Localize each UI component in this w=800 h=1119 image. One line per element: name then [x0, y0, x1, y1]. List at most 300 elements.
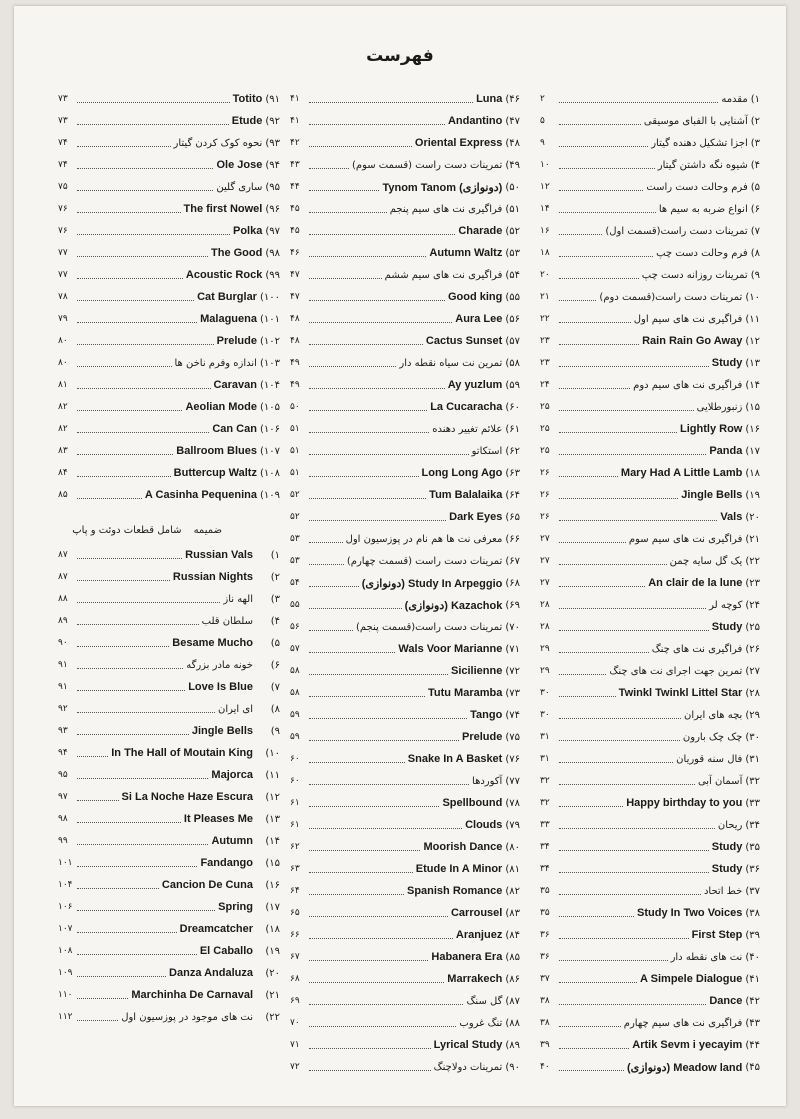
entry-number: ۲۴): [745, 599, 760, 611]
toc-column-right: [540, 88, 760, 1078]
entry-page-number: ۹۲: [58, 704, 68, 714]
entry-title: کوچه لر: [709, 599, 743, 611]
dot-leader: [77, 668, 183, 669]
entry-number: ۵۸): [505, 357, 520, 369]
entry-number: ۲۵): [745, 621, 760, 633]
dot-leader: [559, 168, 655, 169]
entry-title: An clair de la lune: [648, 577, 743, 589]
dot-leader: [77, 234, 230, 235]
entry-title: Andantino: [447, 115, 503, 127]
entry-title: Tum Balalaika: [429, 489, 503, 501]
entry-page-number: ۲۹: [540, 644, 550, 654]
entry-title: ساری گلین: [216, 181, 263, 193]
entry-page-number: ۱۰۶: [58, 902, 73, 912]
entry-page-number: ۵۰: [290, 402, 300, 412]
toc-entry: [290, 1034, 520, 1056]
dot-leader: [559, 916, 634, 917]
dot-leader: [559, 960, 668, 961]
dot-leader: [559, 498, 678, 499]
dot-leader: [309, 608, 402, 609]
entry-title: Rain Rain Go Away: [642, 335, 743, 347]
toc-entry: [290, 660, 520, 682]
entry-page-number: ۴۸: [290, 314, 300, 324]
toc-entry: [290, 968, 520, 990]
dot-leader: [309, 850, 420, 851]
entry-page-number: ۵۱: [290, 424, 300, 434]
toc-entry: [58, 764, 280, 786]
entry-page-number: ۳۸: [540, 1018, 550, 1028]
entry-title: Wals Voor Marianne: [398, 643, 503, 655]
entry-page-number: ۵۸: [290, 688, 300, 698]
toc-entry: [58, 242, 280, 264]
toc-entry: [58, 896, 280, 918]
entry-page-number: ۶۱: [290, 798, 300, 808]
entry-title: تمرینات دست راست(قسمت پنجم): [355, 621, 503, 633]
toc-entry: [540, 858, 760, 880]
entry-page-number: ۳۱: [540, 732, 550, 742]
dot-leader: [77, 646, 169, 647]
entry-page-number: ۲۳: [540, 336, 550, 346]
entry-title: (دونوازی) Tynom Tanom: [382, 181, 503, 194]
entry-page-number: ۳۲: [540, 798, 550, 808]
entry-page-number: ۵۴: [290, 578, 300, 588]
entry-title: In The Hall of Moutain King: [111, 747, 253, 759]
entry-title: Autumn: [211, 835, 253, 847]
dot-leader: [309, 256, 426, 257]
dot-leader: [559, 124, 641, 125]
entry-title: Tango: [470, 709, 503, 721]
entry-page-number: ۹۹: [58, 836, 68, 846]
toc-entry: [540, 286, 760, 308]
toc-entry: [290, 154, 520, 176]
entry-title: Aranjuez: [455, 929, 503, 941]
entry-number: ۶۹): [505, 599, 520, 611]
entry-page-number: ۷۲: [290, 1062, 300, 1072]
entry-page-number: ۶۰: [290, 754, 300, 764]
entry-number: ۶): [270, 659, 280, 671]
entry-number: ۱۰۳): [259, 357, 280, 369]
dot-leader: [559, 784, 695, 785]
entry-page-number: ۴۹: [290, 380, 300, 390]
entry-page-number: ۶۴: [290, 886, 300, 896]
toc-entry: [290, 902, 520, 924]
toc-entry: [540, 704, 760, 726]
entry-page-number: ۷۷: [58, 270, 68, 280]
entry-number: ۸۹): [505, 1039, 520, 1051]
entry-title: Ballroom Blues: [176, 445, 257, 457]
entry-title: فراگیری نت های سیم چهارم: [623, 1017, 743, 1029]
dot-leader: [309, 278, 382, 279]
entry-number: ۵۲): [505, 225, 520, 237]
entry-number: ۱۶): [745, 423, 760, 435]
toc-entry: [58, 440, 280, 462]
entry-page-number: ۵۵: [290, 600, 300, 610]
entry-number: ۹۸): [265, 247, 280, 259]
entry-number: ۹۰): [505, 1061, 520, 1073]
entry-page-number: ۹۵: [58, 770, 68, 780]
toc-entry: [58, 462, 280, 484]
entry-page-number: ۶۵: [290, 908, 300, 918]
entry-number: ۳۵): [745, 841, 760, 853]
entry-page-number: ۲۰: [540, 270, 550, 280]
entry-page-number: ۹۱: [58, 660, 68, 670]
toc-entry: [540, 726, 760, 748]
entry-title: Vals: [720, 511, 743, 523]
dot-leader: [309, 762, 405, 763]
entry-page-number: ۸۲: [58, 424, 68, 434]
dot-leader: [309, 872, 413, 873]
toc-entry: [290, 946, 520, 968]
entry-number: ۱۰۲): [259, 335, 280, 347]
toc-entry: [290, 572, 520, 594]
toc-entry: [290, 286, 520, 308]
dot-leader: [309, 542, 343, 543]
entry-title: فراگیری نت های چنگ: [651, 643, 743, 655]
entry-number: ۱۱): [745, 313, 760, 325]
dot-leader: [309, 212, 387, 213]
dot-leader: [559, 542, 626, 543]
entry-title: فرم وحالت دست چپ: [656, 247, 748, 259]
entry-number: ۱۵): [745, 401, 760, 413]
entry-page-number: ۶۹: [290, 996, 300, 1006]
dot-leader: [77, 410, 182, 411]
entry-title: Clouds: [465, 819, 503, 831]
entry-page-number: ۵۹: [290, 710, 300, 720]
toc-entry: [58, 330, 280, 352]
toc-entry: [58, 1006, 280, 1028]
toc-entry: [290, 924, 520, 946]
dot-leader: [559, 234, 602, 235]
dot-leader: [309, 322, 452, 323]
dot-leader: [559, 608, 706, 609]
dot-leader: [309, 938, 453, 939]
toc-entry: [540, 352, 760, 374]
entry-number: ۹۱): [265, 93, 280, 105]
entry-number: ۱۰۸): [259, 467, 280, 479]
entry-title: گل سنگ: [466, 995, 503, 1007]
dot-leader: [559, 344, 639, 345]
entry-title: Mary Had A Little Lamb: [620, 467, 743, 479]
entry-title: Artik Sevm i yecayim: [632, 1039, 743, 1051]
entry-page-number: ۲۷: [540, 556, 550, 566]
entry-number: ۶۲): [505, 445, 520, 457]
entry-title: شیوه نگه داشتن گیتار: [657, 159, 748, 171]
entry-title: Habanera Era: [431, 951, 503, 963]
entry-number: ۳): [750, 137, 760, 149]
entry-page-number: ۳۱: [540, 754, 550, 764]
entry-page-number: ۱۸: [540, 248, 550, 258]
entry-number: ۱۰۶): [259, 423, 280, 435]
toc-entry: [290, 726, 520, 748]
dot-leader: [559, 256, 653, 257]
entry-page-number: ۱۰: [540, 160, 550, 170]
entry-page-number: ۷۰: [290, 1018, 300, 1028]
entry-number: ۸۶): [505, 973, 520, 985]
entry-number: ۴۴): [745, 1039, 760, 1051]
entry-title: تمرین نت سیاه نقطه دار: [399, 357, 503, 369]
entry-title: Dreamcatcher: [179, 923, 253, 935]
entry-title: ای ایران: [218, 703, 253, 715]
toc-entry: [290, 242, 520, 264]
dot-leader: [77, 256, 208, 257]
toc-entry: [290, 330, 520, 352]
entry-title: Etude In A Minor: [415, 863, 503, 875]
toc-entry: [58, 132, 280, 154]
toc-entry: [58, 984, 280, 1006]
toc-entry: [290, 462, 520, 484]
toc-entry: [540, 616, 760, 638]
entry-page-number: ۵۶: [290, 622, 300, 632]
entry-number: ۱۵): [265, 857, 280, 869]
entry-page-number: ۲۵: [540, 446, 550, 456]
toc-entry: [540, 440, 760, 462]
dot-leader: [559, 850, 709, 851]
entry-title: Majorca: [211, 769, 253, 781]
toc-entry: [58, 610, 280, 632]
toc-entry: [540, 176, 760, 198]
toc-entry: [58, 698, 280, 720]
toc-entry: [540, 594, 760, 616]
entry-page-number: ۱۰۹: [58, 968, 73, 978]
toc-entry: [540, 462, 760, 484]
entry-title: Luna: [476, 93, 503, 105]
dot-leader: [77, 998, 128, 999]
toc-entry: [58, 852, 280, 874]
entry-title: نت های نقطه دار: [670, 951, 743, 963]
entry-title: Caravan: [213, 379, 257, 391]
toc-entry: [290, 814, 520, 836]
dot-leader: [77, 954, 197, 955]
entry-number: ۱۶): [265, 879, 280, 891]
toc-entry: [290, 220, 520, 242]
entry-page-number: ۴۷: [290, 270, 300, 280]
toc-entry: [58, 418, 280, 440]
toc-entry: [58, 88, 280, 110]
toc-entry: [290, 528, 520, 550]
entry-title: Buttercup Waltz: [173, 467, 257, 479]
appendix-heading: [58, 516, 280, 544]
toc-entry: [540, 264, 760, 286]
entry-page-number: ۳۴: [540, 864, 550, 874]
entry-title: Malaguena: [200, 313, 257, 325]
entry-title: معرفی نت ها هم نام در پوزسیون اول: [345, 533, 503, 545]
dot-leader: [77, 558, 182, 559]
dot-leader: [77, 146, 171, 147]
entry-number: ۵۹): [505, 379, 520, 391]
entry-page-number: ۹۸: [58, 814, 68, 824]
entry-title: Si La Noche Haze Escura: [121, 791, 253, 803]
entry-number: ۷۶): [505, 753, 520, 765]
toc-entry: [58, 308, 280, 330]
toc-entry: [290, 198, 520, 220]
toc-entry: [58, 742, 280, 764]
toc-entry: [290, 440, 520, 462]
toc-entry: [540, 836, 760, 858]
entry-page-number: ۴۸: [290, 336, 300, 346]
entry-number: ۳۴): [745, 819, 760, 831]
dot-leader: [559, 828, 715, 829]
dot-leader: [77, 712, 215, 713]
entry-page-number: ۲۹: [540, 666, 550, 676]
entry-number: ۴۵): [745, 1061, 760, 1073]
entry-page-number: ۶۷: [290, 952, 300, 962]
toc-entry: [58, 566, 280, 588]
dot-leader: [77, 734, 189, 735]
dot-leader: [77, 756, 108, 757]
entry-page-number: ۶۲: [290, 842, 300, 852]
dot-leader: [309, 960, 428, 961]
dot-leader: [309, 190, 379, 191]
entry-number: ۸۲): [505, 885, 520, 897]
entry-page-number: ۶۸: [290, 974, 300, 984]
entry-number: ۸۱): [505, 863, 520, 875]
entry-page-number: ۱۱۲: [58, 1012, 73, 1022]
entry-number: ۱۰): [265, 747, 280, 759]
dot-leader: [559, 630, 709, 631]
toc-entry: [540, 330, 760, 352]
dot-leader: [309, 476, 419, 477]
toc-entry: [58, 654, 280, 676]
toc-entry: [540, 682, 760, 704]
dot-leader: [309, 366, 396, 367]
entry-number: ۷): [270, 681, 280, 693]
dot-leader: [77, 888, 159, 889]
entry-page-number: ۱۰۷: [58, 924, 73, 934]
dot-leader: [309, 344, 423, 345]
entry-title: زنبورطلایی: [696, 401, 743, 413]
entry-title: Fandango: [200, 857, 253, 869]
toc-entry: [290, 990, 520, 1012]
entry-title: Jingle Bells: [681, 489, 743, 501]
dot-leader: [559, 300, 596, 301]
entry-number: ۱۹): [265, 945, 280, 957]
entry-page-number: ۳۲: [540, 776, 550, 786]
dot-leader: [77, 102, 230, 103]
entry-page-number: ۱۰۸: [58, 946, 73, 956]
dot-leader: [309, 300, 445, 301]
entry-title: Aura Lee: [455, 313, 503, 325]
entry-page-number: ۴۱: [290, 94, 300, 104]
entry-number: ۱۴): [265, 835, 280, 847]
entry-number: ۴): [750, 159, 760, 171]
entry-title: Marchinha De Carnaval: [131, 989, 253, 1001]
toc-entry: [540, 550, 760, 572]
entry-number: ۲۷): [745, 665, 760, 677]
entry-number: ۴): [270, 615, 280, 627]
toc-entry: [540, 924, 760, 946]
entry-page-number: ۸۷: [58, 572, 68, 582]
entry-number: ۷۵): [505, 731, 520, 743]
entry-number: ۵۱): [505, 203, 520, 215]
entry-page-number: ۵۸: [290, 666, 300, 676]
toc-entry: [58, 154, 280, 176]
dot-leader: [309, 520, 446, 521]
entry-title: علائم تغییر دهنده: [432, 423, 503, 435]
dot-leader: [309, 806, 439, 807]
toc-entry: [290, 176, 520, 198]
entry-page-number: ۲۱: [540, 292, 550, 302]
dot-leader: [559, 872, 709, 873]
entry-number: ۵۵): [505, 291, 520, 303]
entry-page-number: ۷۸: [58, 292, 68, 302]
entry-page-number: ۴۵: [290, 204, 300, 214]
entry-title: فرم وحالت دست راست: [646, 181, 748, 193]
entry-title: آسمان آبی: [697, 775, 743, 787]
entry-title: Russian Nights: [172, 571, 253, 583]
entry-title: یک گل سایه چمن: [669, 555, 743, 567]
entry-page-number: ۷۳: [58, 94, 68, 104]
dot-leader: [77, 866, 197, 867]
toc-entry: [540, 814, 760, 836]
entry-title: Lightly Row: [680, 423, 743, 435]
dot-leader: [309, 388, 445, 389]
entry-title: Good king: [447, 291, 503, 303]
entry-number: ۹): [750, 269, 760, 281]
entry-page-number: ۶۳: [290, 864, 300, 874]
entry-number: ۱): [270, 549, 280, 561]
dot-leader: [309, 1004, 463, 1005]
appendix-label: ضمیمه: [193, 524, 222, 536]
entry-title: خط اتحاد: [703, 885, 743, 897]
dot-leader: [309, 498, 426, 499]
entry-number: ۹۵): [265, 181, 280, 193]
toc-entry: [540, 1012, 760, 1034]
entry-number: ۲۰): [745, 511, 760, 523]
entry-page-number: ۷۱: [290, 1040, 300, 1050]
entry-page-number: ۱۶: [540, 226, 550, 236]
dot-leader: [559, 476, 618, 477]
entry-number: ۸): [750, 247, 760, 259]
entry-title: The Good: [211, 247, 263, 259]
entry-title: سلطان قلب: [201, 615, 253, 627]
entry-page-number: ۳۷: [540, 974, 550, 984]
entry-title: Study In Arpeggio (دونوازی): [361, 577, 503, 590]
toc-entry: [540, 902, 760, 924]
dot-leader: [77, 454, 173, 455]
entry-page-number: ۸۱: [58, 380, 68, 390]
entry-page-number: ۵۷: [290, 644, 300, 654]
entry-title: Happy birthday to you: [626, 797, 743, 809]
entry-number: ۳۸): [745, 907, 760, 919]
entry-title: La Cucaracha: [430, 401, 503, 413]
entry-title: مقدمه: [721, 93, 748, 105]
toc-entry: [290, 506, 520, 528]
entry-page-number: ۵۳: [290, 556, 300, 566]
entry-page-number: ۳۶: [540, 952, 550, 962]
entry-page-number: ۶۱: [290, 820, 300, 830]
entry-page-number: ۵۲: [290, 512, 300, 522]
dot-leader: [309, 1070, 431, 1071]
dot-leader: [559, 894, 701, 895]
entry-page-number: ۲: [540, 94, 545, 104]
dot-leader: [309, 894, 404, 895]
dot-leader: [559, 740, 680, 741]
entry-title: Spring: [218, 901, 253, 913]
toc-entry: [540, 792, 760, 814]
entry-title: تمرینات دست راست(قسمت دوم): [599, 291, 743, 303]
dot-leader: [309, 740, 459, 741]
toc-entry: [58, 352, 280, 374]
toc-entry: [290, 418, 520, 440]
entry-number: ۶۷): [505, 555, 520, 567]
entry-number: ۹۶): [265, 203, 280, 215]
dot-leader: [309, 1026, 456, 1027]
entry-number: ۴۲): [745, 995, 760, 1007]
entry-page-number: ۸۵: [58, 490, 68, 500]
dot-leader: [309, 102, 473, 103]
dot-leader: [559, 146, 648, 147]
entry-number: ۱۸): [745, 467, 760, 479]
